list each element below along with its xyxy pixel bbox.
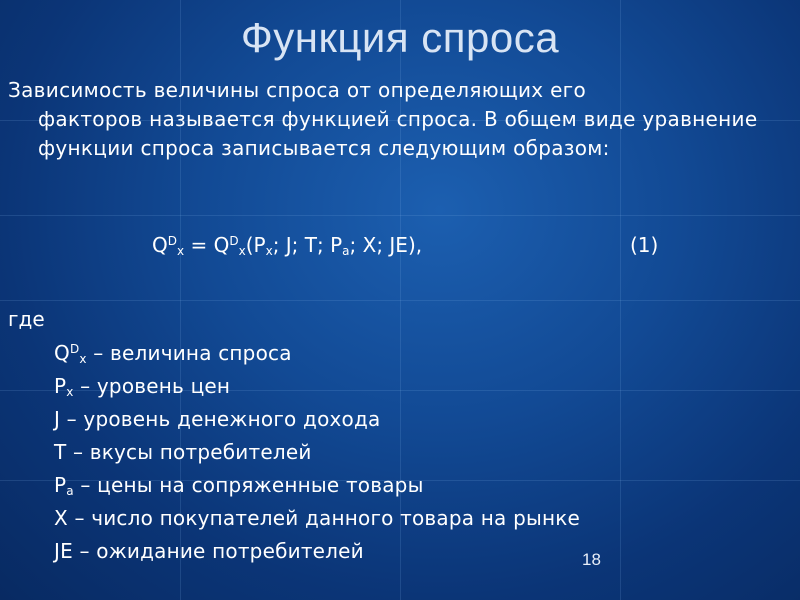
definition-item: X – число покупателей данного товара на рынке (54, 506, 581, 530)
slide-title: Функция спроса (240, 14, 560, 61)
definitions-list (54, 338, 580, 569)
slide-page-number: 18 (582, 550, 601, 569)
definition-item: J – уровень денежного дохода (54, 407, 381, 431)
intro-continuation: факторов называется функцией спроса. В общем виде уравнение функции спроса записывается следующим образом: (38, 107, 758, 160)
formula-rhs: $Q^D_x(P_x$; J; T; $P_a$; X; JE), (213, 233, 423, 258)
definition-item: $P_x$ – уровень цен (54, 374, 231, 399)
definition-item: JE – ожидание потребителей (54, 539, 364, 563)
demand-function-formula (152, 233, 659, 258)
intro-line-1: Зависимость величины спроса от определяющих его (8, 78, 587, 102)
formula-equals: = (184, 233, 214, 257)
formula-lhs: $Q^D_x$ (152, 233, 185, 258)
where-label: где (8, 307, 45, 331)
definition-item: $P_a$ – цены на сопряженные товары (54, 473, 424, 498)
intro-paragraph (8, 76, 788, 163)
definition-item: T – вкусы потребителей (54, 440, 312, 464)
definition-item: $Q^D_x$ – величина спроса (54, 341, 292, 366)
formula-number: (1) (630, 233, 659, 257)
